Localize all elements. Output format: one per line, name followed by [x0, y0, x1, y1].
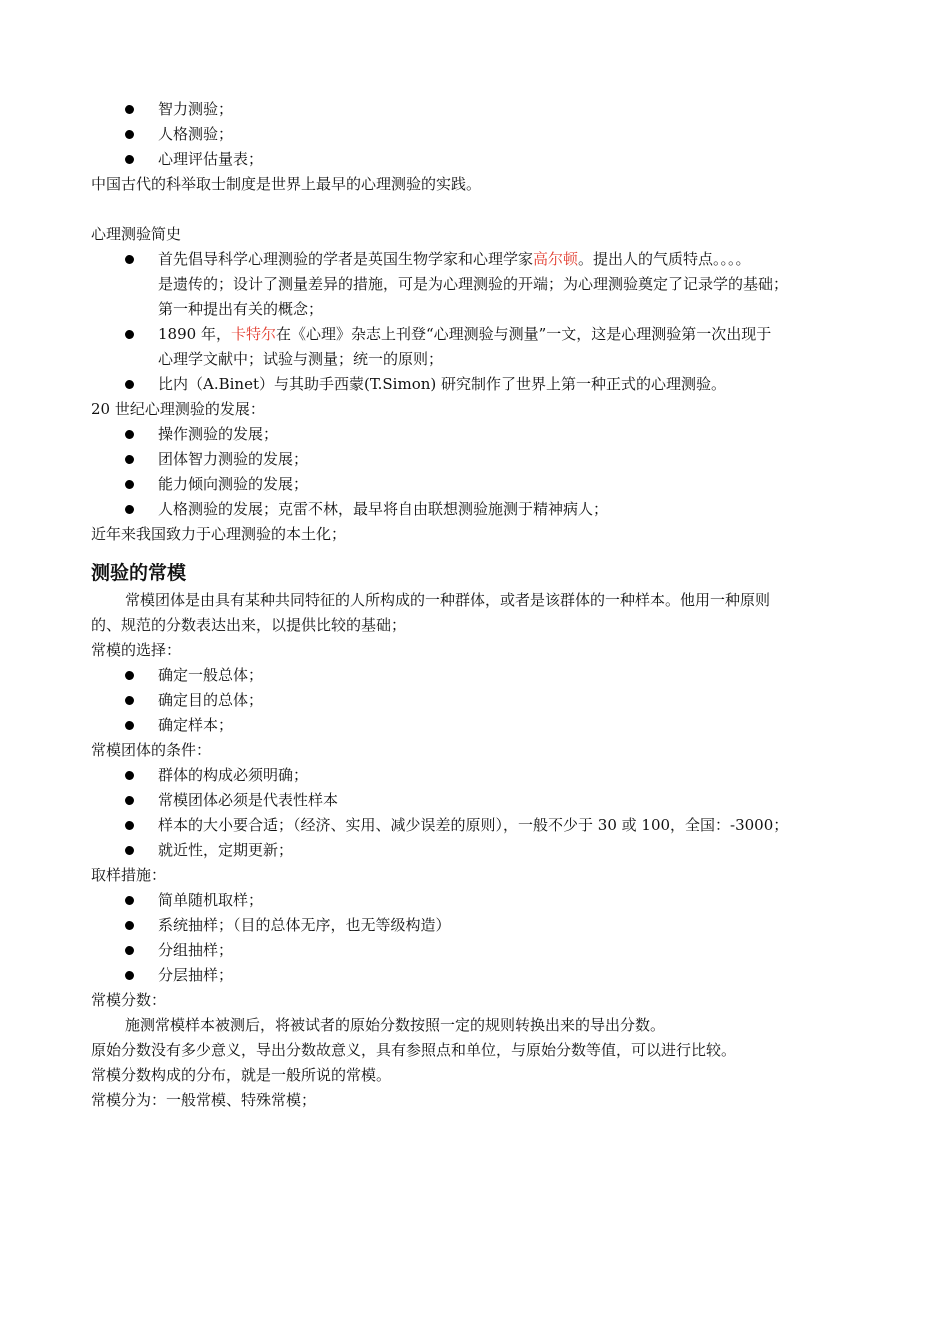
list-item-continuation: 心理学文献中；试验与测量；统一的原则；: [158, 350, 444, 368]
bullet-icon: [125, 921, 134, 930]
bullet-icon: [125, 946, 134, 955]
list-item: 心理评估量表；: [91, 147, 871, 172]
bullet-icon: [125, 846, 134, 855]
bullet-icon: [125, 155, 134, 164]
list-item: 比内（A.Binet）与其助手西蒙(T.Simon) 研究制作了世界上第一种正式的心理测验。: [91, 372, 871, 397]
bullet-icon: [125, 721, 134, 730]
section-heading: 测验的常模: [91, 562, 187, 584]
list-item: 能力倾向测验的发展；: [91, 472, 871, 497]
paragraph-score-types: 常模分为：一般常模、特殊常模；: [91, 1091, 317, 1109]
bullet-icon: [125, 330, 134, 339]
blank-line: [91, 197, 871, 222]
bullet-icon: [125, 505, 134, 514]
century20-title: 20 世纪心理测验的发展：: [91, 400, 265, 418]
paragraph-localization: 近年来我国致力于心理测验的本土化；: [91, 525, 347, 543]
list-item: 群体的构成必须明确；: [91, 763, 871, 788]
document-page: [91, 97, 871, 1113]
bullet-icon: [125, 430, 134, 439]
list-item: 首先倡导科学心理测验的学者是英国生物学家和心理学家高尔顿。提出人的气质特点。。。。: [91, 247, 871, 272]
paragraph-norm-definition-cont: 的、规范的分数表达出来，以提供比较的基础；: [91, 616, 407, 634]
list-item: 样本的大小要合适；（经济、实用、减少误差的原则），一般不少于 30 或 100，全国：-3000；: [91, 813, 871, 838]
list-item-continuation: 第一种提出有关的概念；: [158, 300, 324, 318]
paragraph-score-note: 原始分数没有多少意义，导出分数故意义，具有参照点和单位，与原始分数等值，可以进行比较。: [91, 1041, 737, 1059]
bullet-icon: [125, 821, 134, 830]
bullet-icon: [125, 796, 134, 805]
conditions-title: 常模团体的条件：: [91, 741, 212, 759]
bullet-icon: [125, 896, 134, 905]
highlight-name-galton: 高尔顿: [533, 250, 579, 268]
bullet-icon: [125, 455, 134, 464]
list-item: 就近性，定期更新；: [91, 838, 871, 863]
list-item-continuation: 是遗传的；设计了测量差异的措施，可是为心理测验的开端；为心理测验奠定了记录学的基础；: [158, 275, 789, 293]
bullet-icon: [125, 255, 134, 264]
list-item: 智力测验；: [91, 97, 871, 122]
list-item: 分层抽样；: [91, 963, 871, 988]
list-item: 分组抽样；: [91, 938, 871, 963]
sampling-title: 取样措施：: [91, 866, 167, 884]
bullet-icon: [125, 971, 134, 980]
paragraph-score-definition: 施测常模样本被测后，将被试者的原始分数按照一定的规则转换出来的导出分数。: [125, 1016, 666, 1034]
choice-title: 常模的选择：: [91, 641, 182, 659]
list-item: 确定目的总体；: [91, 688, 871, 713]
bullet-icon: [125, 671, 134, 680]
list-item: 1890 年，卡特尔在《心理》杂志上刊登“心理测验与测量”一文，这是心理测验第一次出现于: [91, 322, 871, 347]
bullet-icon: [125, 480, 134, 489]
bullet-icon: [125, 696, 134, 705]
list-item: 操作测验的发展；: [91, 422, 871, 447]
list-item: 简单随机取样；: [91, 888, 871, 913]
paragraph-norm-definition: 常模团体是由具有某种共同特征的人所构成的一种群体，或者是该群体的一种样本。他用一种原则: [125, 591, 771, 609]
list-item: 团体智力测验的发展；: [91, 447, 871, 472]
list-item: 常模团体必须是代表性样本: [91, 788, 871, 813]
list-item: 确定一般总体；: [91, 663, 871, 688]
score-title: 常模分数：: [91, 991, 167, 1009]
bullet-icon: [125, 130, 134, 139]
paragraph-score-distribution: 常模分数构成的分布，就是一般所说的常模。: [91, 1066, 392, 1084]
bullet-icon: [125, 771, 134, 780]
history-title: 心理测验简史: [91, 225, 182, 243]
highlight-name-cattell: 卡特尔: [230, 325, 276, 343]
bullet-icon: [125, 105, 134, 114]
list-item: 系统抽样；（目的总体无序，也无等级构造）: [91, 913, 871, 938]
list-item: 人格测验；: [91, 122, 871, 147]
paragraph-keju: 中国古代的科举取士制度是世界上最早的心理测验的实践。: [91, 175, 482, 193]
bullet-icon: [125, 380, 134, 389]
list-item: 人格测验的发展；克雷不林，最早将自由联想测验施测于精神病人；: [91, 497, 871, 522]
list-item: 确定样本；: [91, 713, 871, 738]
